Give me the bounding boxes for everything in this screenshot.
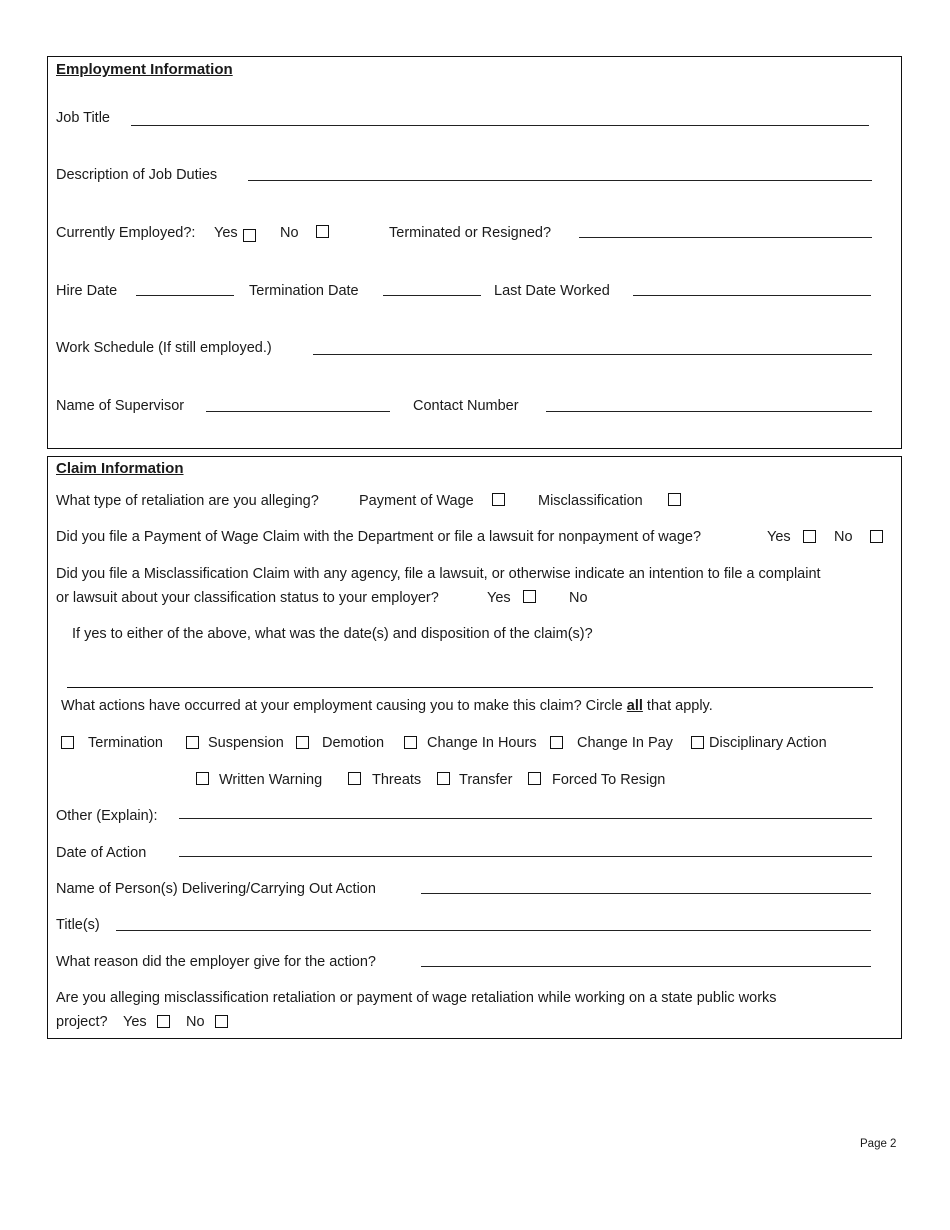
forced-to-resign-label: Forced To Resign	[552, 772, 666, 788]
date-of-action-field[interactable]	[179, 856, 872, 857]
job-title-label: Job Title	[56, 110, 110, 126]
change-in-pay-checkbox[interactable]	[550, 736, 563, 749]
employment-section	[47, 56, 902, 449]
last-date-worked-field[interactable]	[633, 295, 871, 296]
public-works-yes-checkbox[interactable]	[157, 1015, 170, 1028]
titles-field[interactable]	[116, 930, 871, 931]
filed-misclass-yes-label: Yes	[487, 590, 511, 606]
claim-heading: Claim Information	[56, 460, 184, 477]
date-of-action-label: Date of Action	[56, 845, 147, 861]
written-warning-checkbox[interactable]	[196, 772, 209, 785]
filed-misclass-no-label: No	[569, 590, 588, 606]
if-yes-label: If yes to either of the above, what was the date(s) and disposition of the claim(s)?	[72, 626, 593, 642]
filed-wage-no-checkbox[interactable]	[870, 530, 883, 543]
transfer-label: Transfer	[459, 772, 513, 788]
actions-all-emphasis: all	[626, 698, 643, 714]
misclassification-label: Misclassification	[538, 493, 643, 509]
page-number: Page 2	[860, 1138, 897, 1150]
public-works-line1: Are you alleging misclassification retaliation or payment of wage retaliation while working on a state public works	[56, 990, 777, 1006]
suspension-label: Suspension	[208, 735, 284, 751]
currently-employed-label: Currently Employed?:	[56, 225, 196, 241]
suspension-checkbox[interactable]	[186, 736, 199, 749]
termination-date-label: Termination Date	[249, 283, 359, 299]
person-delivering-field[interactable]	[421, 893, 871, 894]
termination-checkbox[interactable]	[61, 736, 74, 749]
misclassification-checkbox[interactable]	[668, 493, 681, 506]
public-works-yes-label: Yes	[123, 1014, 147, 1030]
hire-date-field[interactable]	[136, 295, 234, 296]
job-title-field[interactable]	[131, 125, 869, 126]
job-duties-field[interactable]	[248, 180, 872, 181]
payment-of-wage-label: Payment of Wage	[359, 493, 474, 509]
filed-wage-no-label: No	[834, 529, 853, 545]
written-warning-label: Written Warning	[219, 772, 323, 788]
disciplinary-action-label: Disciplinary Action	[709, 735, 827, 751]
public-works-no-checkbox[interactable]	[215, 1015, 228, 1028]
demotion-checkbox[interactable]	[296, 736, 309, 749]
terminated-field[interactable]	[579, 237, 872, 238]
filed-misclass-line2: or lawsuit about your classification status to your employer?	[56, 590, 439, 606]
last-date-worked-label: Last Date Worked	[494, 283, 610, 299]
other-field[interactable]	[179, 818, 872, 819]
currently-employed-yes-checkbox[interactable]	[243, 229, 256, 242]
forced-to-resign-checkbox[interactable]	[528, 772, 541, 785]
currently-employed-no-checkbox[interactable]	[316, 225, 329, 238]
termination-label: Termination	[88, 735, 163, 751]
retaliation-type-label: What type of retaliation are you alleging?	[56, 493, 319, 509]
threats-label: Threats	[372, 772, 422, 788]
payment-of-wage-checkbox[interactable]	[492, 493, 505, 506]
transfer-checkbox[interactable]	[437, 772, 450, 785]
other-label: Other (Explain):	[56, 808, 158, 824]
change-in-hours-label: Change In Hours	[427, 735, 537, 751]
titles-label: Title(s)	[56, 917, 100, 933]
terminated-label: Terminated or Resigned?	[389, 225, 552, 241]
reason-field[interactable]	[421, 966, 871, 967]
reason-label: What reason did the employer give for the action?	[56, 954, 376, 970]
change-in-pay-label: Change In Pay	[577, 735, 673, 751]
disciplinary-action-checkbox[interactable]	[691, 736, 704, 749]
work-schedule-label: Work Schedule (If still employed.)	[56, 340, 272, 356]
demotion-label: Demotion	[322, 735, 385, 751]
employment-heading: Employment Information	[56, 61, 233, 78]
contact-number-field[interactable]	[546, 411, 872, 412]
currently-employed-yes-label: Yes	[214, 225, 238, 241]
hire-date-label: Hire Date	[56, 283, 118, 299]
filed-misclass-line1: Did you file a Misclassification Claim with any agency, file a lawsuit, or otherwise indicate an intention to file a complaint	[56, 566, 821, 582]
supervisor-label: Name of Supervisor	[56, 398, 185, 414]
claim-disposition-field[interactable]	[67, 687, 873, 688]
actions-instruction: What actions have occurred at your employment causing you to make this claim? Circle all that apply.	[61, 698, 713, 714]
filed-wage-claim-label: Did you file a Payment of Wage Claim with the Department or file a lawsuit for nonpayment of wage?	[56, 529, 702, 545]
filed-wage-yes-label: Yes	[767, 529, 791, 545]
contact-number-label: Contact Number	[413, 398, 519, 414]
currently-employed-no-label: No	[280, 225, 299, 241]
work-schedule-field[interactable]	[313, 354, 872, 355]
public-works-no-label: No	[186, 1014, 205, 1030]
threats-checkbox[interactable]	[348, 772, 361, 785]
supervisor-field[interactable]	[206, 411, 390, 412]
filed-wage-yes-checkbox[interactable]	[803, 530, 816, 543]
public-works-line2: project?	[56, 1014, 108, 1030]
person-delivering-label: Name of Person(s) Delivering/Carrying Out Action	[56, 881, 376, 897]
job-duties-label: Description of Job Duties	[56, 167, 218, 183]
filed-misclass-yes-checkbox[interactable]	[523, 590, 536, 603]
change-in-hours-checkbox[interactable]	[404, 736, 417, 749]
termination-date-field[interactable]	[383, 295, 481, 296]
